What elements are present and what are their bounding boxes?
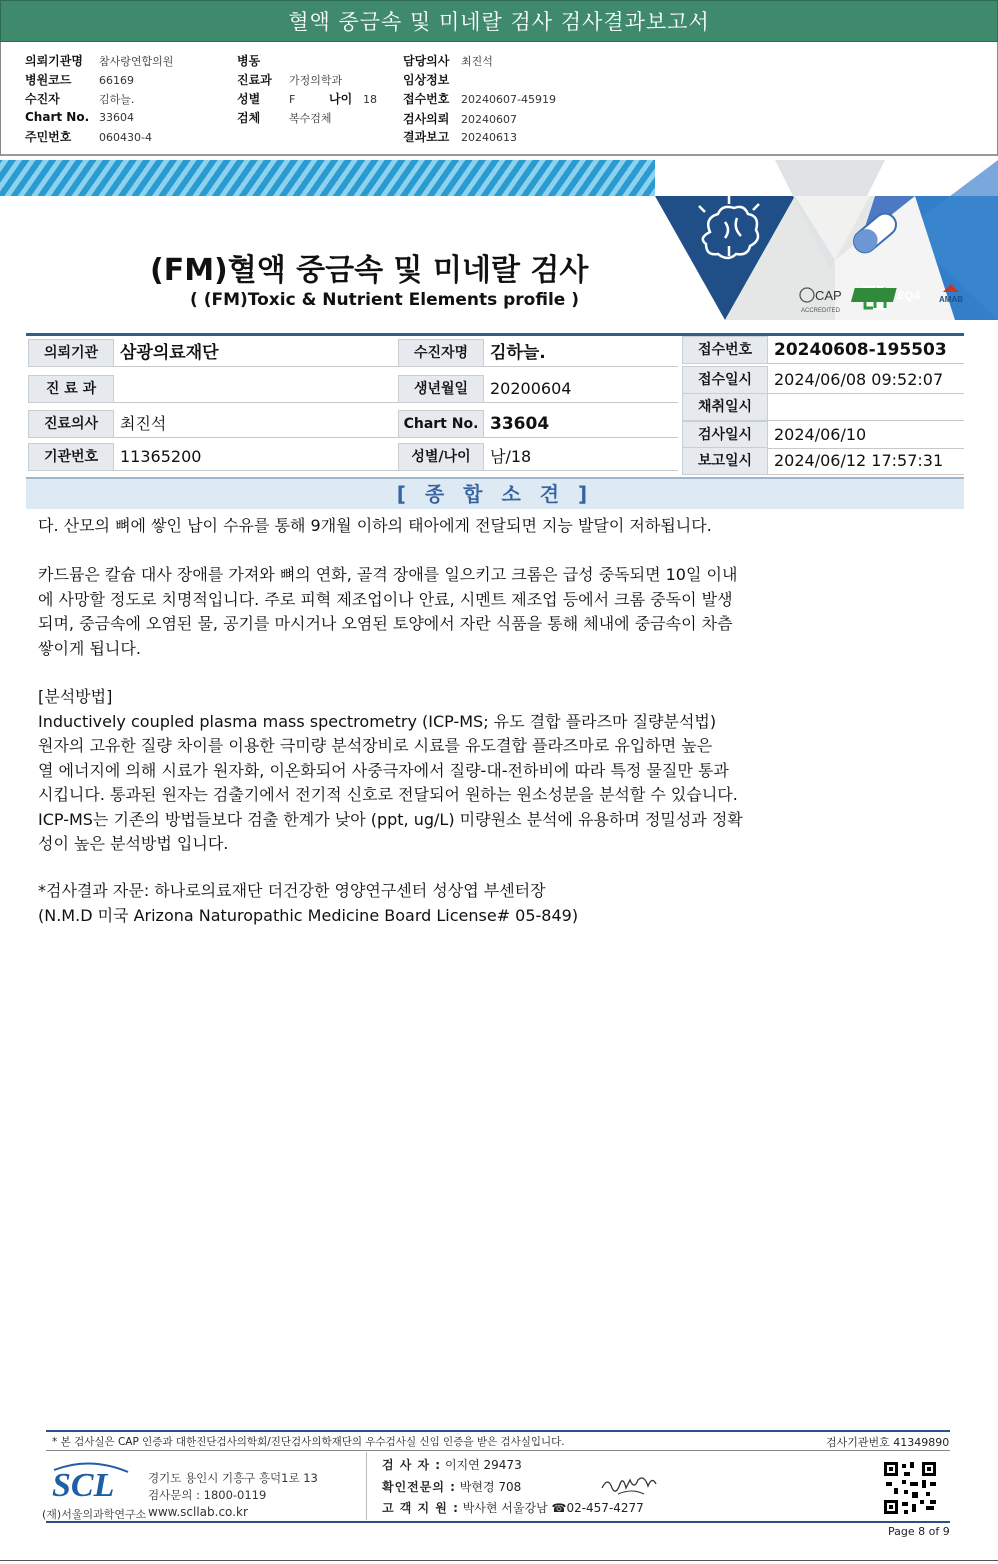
info-chart-no: Chart No. 33604 xyxy=(25,110,134,124)
info-sex: 성별 F xyxy=(237,92,296,106)
label-doctor: 진료의사 xyxy=(28,410,114,438)
header-graphic xyxy=(655,160,998,322)
findings-title: [ 종 합 소 견 ] xyxy=(26,477,964,509)
value-report-date: 2024/06/12 17:57:31 xyxy=(768,447,964,475)
certification-note: * 본 검사실은 CAP 인증과 대한진단검사의학회/진단검사의학재단의 우수검사실 신임 인증을 받은 검사실입니다. xyxy=(52,1436,565,1448)
lab-address: 경기도 용인시 기흥구 흥덕1로 13 xyxy=(148,1471,318,1485)
lab-website[interactable]: www.scllab.co.kr xyxy=(148,1505,248,1519)
label-inst-no: 기관번호 xyxy=(28,443,114,471)
value-test-date: 2024/06/10 xyxy=(768,421,964,449)
info-specimen: 검체 복수검체 xyxy=(237,111,332,125)
eqa-logo xyxy=(851,288,921,302)
info-institution: 의뢰기관명 참사랑연합의원 xyxy=(25,54,174,68)
findings-paragraph-1: 다. 산모의 뼈에 쌓인 납이 수유를 통해 9개월 이하의 태아에게 전달되면 지능 발달이 저하됩니다. xyxy=(38,516,712,535)
info-department: 진료과 가정의학과 xyxy=(237,73,343,87)
label-receipt-no: 접수번호 xyxy=(682,336,768,364)
label-institution: 의뢰기관 xyxy=(28,339,114,367)
info-receipt-no: 접수번호 20240607-45919 xyxy=(403,92,556,106)
label-sexage: 성별/나이 xyxy=(398,443,484,471)
value-receipt-no: 20240608-195503 xyxy=(768,336,964,364)
label-test-date: 검사일시 xyxy=(682,421,768,449)
value-chart: 33604 xyxy=(484,410,678,438)
info-report-date: 결과보고 20240613 xyxy=(403,130,517,144)
page-number: Page 8 of 9 xyxy=(888,1525,950,1538)
scl-logo xyxy=(50,1462,130,1506)
label-name: 수진자명 xyxy=(398,339,484,367)
info-resident-no: 주민번호 060430-4 xyxy=(25,130,152,144)
label-chart: Chart No. xyxy=(398,410,484,438)
report-title: 혈액 중금속 및 미네랄 검사 검사결과보고서 xyxy=(0,0,998,42)
info-ward: 병동 xyxy=(237,54,261,68)
label-receipt-date: 접수일시 xyxy=(682,366,768,394)
specialist: 확인전문의 : 박현경 708 xyxy=(382,1480,522,1494)
analysis-method: [분석방법] Inductively coupled plasma mass spectrometry (ICP-MS; 유도 결합 플라즈마 질량분석법) 원자의 고유한 질량 차이를 이용한 극미량 분석장비로 시료를 유도결합 플라즈마로 유입하면 높은 열 에너지에 의해 시료가 원자화, 이온화되어 사중극자에서 질량-대-전하비에 따라 특정 물질만 통과 시킵니다. 통과된 원자는 검출기에서 전기적 신호로 전달되어 원하는 원소성분을 분석할 수 있습니다. ICP-MS는 기존의 방법들보다 검출 한계가 낮아 (ppt, ug/L) 미량원소 분석에 유용하며 정밀성과 정확 성이 높은 분석방법 입니다. xyxy=(38,687,743,853)
test-subtitle: ( (FM)Toxic & Nutrient Elements profile ) xyxy=(190,290,580,310)
svg-text:SCL: SCL xyxy=(52,1467,115,1502)
findings-paragraph-2: 카드뮴은 칼슘 대사 장애를 가져와 뼈의 연화, 골격 장애를 일으키고 크롬은 급성 중독되면 10일 이내 에 사망할 정도로 치명적입니다. 주로 피혁 제조업이나 안료, 시멘트 제조업 등에서 크롬 중독이 발생 되며, 중금속에 오염된 물, 공기를 마시거나 오염된 토양에서 자란 식품을 통해 체내에 중금속이 차츰 쌓이게 됩니다. xyxy=(38,565,738,658)
request-info-panel xyxy=(0,42,998,156)
value-institution: 삼광의료재단 xyxy=(114,339,398,367)
info-patient: 수진자 김하늘. xyxy=(25,92,135,106)
value-collect xyxy=(768,393,964,421)
value-name: 김하늘. xyxy=(484,339,678,367)
svg-text:EQA: EQA xyxy=(897,290,921,302)
consultant-note: *검사결과 자문: 하나로의료재단 더건강한 영양연구센터 성상엽 부센터장 (N.M.D 미국 Arizona Naturopathic Medicine Board License# 05-849) xyxy=(38,881,579,925)
value-birth: 20200604 xyxy=(484,375,678,403)
tester: 검 사 자 : 이지연 29473 xyxy=(382,1458,522,1472)
lab-institution-code: 검사기관번호 41349890 xyxy=(826,1436,950,1449)
svg-text:ACCREDITED: ACCREDITED xyxy=(801,308,841,314)
info-hospital-code: 병원코드 66169 xyxy=(25,73,134,87)
svg-text:AMAB: AMAB xyxy=(939,295,963,304)
test-title: (FM)혈액 중금속 및 미네랄 검사 xyxy=(150,253,589,288)
info-age: 나이 18 xyxy=(329,92,377,106)
value-inst-no: 11365200 xyxy=(114,443,398,471)
info-doctor: 담당의사 최진석 xyxy=(403,54,493,68)
svg-text:CAP: CAP xyxy=(815,288,842,303)
value-doctor: 최진석 xyxy=(114,410,398,438)
label-dept: 진 료 과 xyxy=(28,375,114,403)
lab-phone: 검사문의 : 1800-0119 xyxy=(148,1488,267,1502)
value-receipt-date: 2024/06/08 09:52:07 xyxy=(768,366,964,394)
customer-support: 고 객 지 원 : 박사현 서울강남 ☎02-457-4277 xyxy=(382,1501,644,1515)
label-report-date: 보고일시 xyxy=(682,447,768,475)
label-collect: 채취일시 xyxy=(682,393,768,421)
value-dept xyxy=(114,375,398,403)
qr-code[interactable] xyxy=(882,1460,938,1516)
value-sexage: 남/18 xyxy=(484,443,678,471)
info-clinical: 임상정보 xyxy=(403,73,450,87)
specialist-signature xyxy=(598,1472,658,1502)
label-birth: 생년월일 xyxy=(398,375,484,403)
lab-name: (재)서울의과학연구소 xyxy=(42,1508,147,1521)
info-request-date: 검사의뢰 20240607 xyxy=(403,112,517,126)
